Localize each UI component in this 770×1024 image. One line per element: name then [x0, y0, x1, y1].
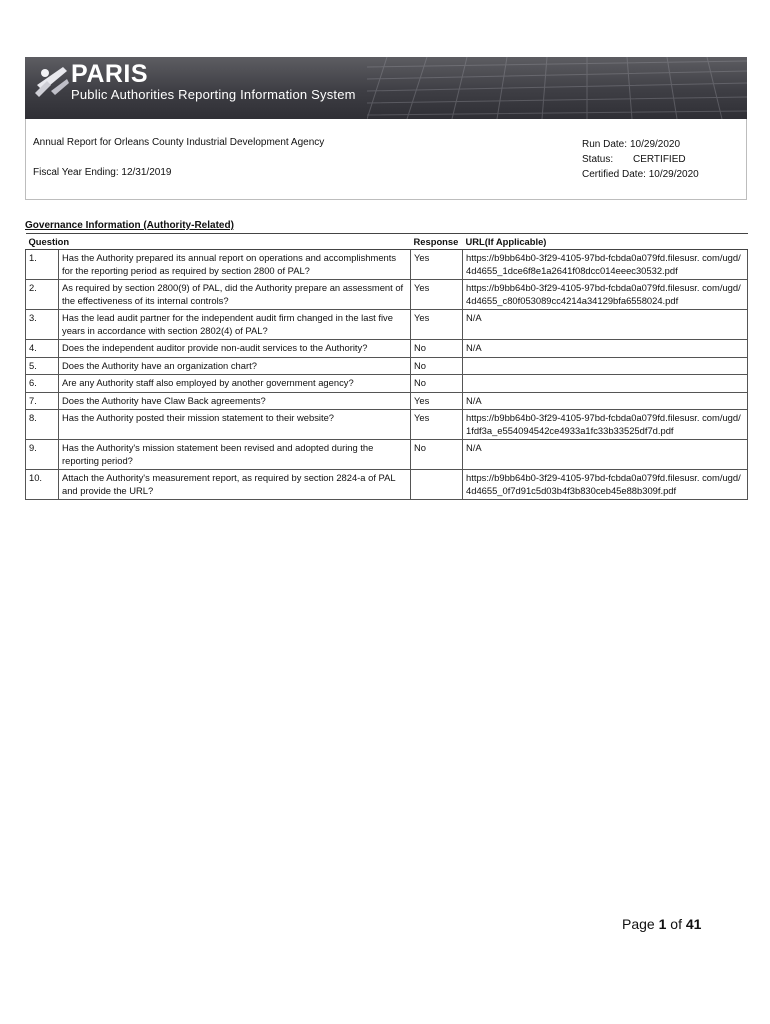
report-header: [25, 119, 747, 200]
url-value: N/A: [463, 392, 748, 410]
row-number: 5.: [26, 357, 59, 375]
url-value: N/A: [463, 340, 748, 358]
response-value: No: [411, 340, 463, 358]
table-row: [26, 375, 748, 393]
row-number: 3.: [26, 310, 59, 340]
paris-banner: [25, 57, 747, 119]
question-text: Attach the Authority's measurement report, as required by section 2824-a of PAL and provide the URL?: [59, 470, 411, 500]
question-text: Has the Authority's mission statement been revised and adopted during the reporting period?: [59, 440, 411, 470]
response-value: Yes: [411, 280, 463, 310]
status-value: CERTIFIED: [633, 154, 686, 165]
run-date-label: Run Date:: [582, 139, 628, 150]
row-number: 4.: [26, 340, 59, 358]
row-number: 2.: [26, 280, 59, 310]
url-value: N/A: [463, 310, 748, 340]
question-text: Are any Authority staff also employed by another government agency?: [59, 375, 411, 393]
response-value: Yes: [411, 392, 463, 410]
run-date-value: 10/29/2020: [630, 139, 681, 150]
response-value: Yes: [411, 250, 463, 280]
question-text: Does the Authority have an organization chart?: [59, 357, 411, 375]
row-number: 10.: [26, 470, 59, 500]
url-value: [463, 375, 748, 393]
question-text: Has the lead audit partner for the independent audit firm changed in the last five years in accordance with section 2802(4) of PAL?: [59, 310, 411, 340]
row-number: 1.: [26, 250, 59, 280]
report-title: Annual Report for Orleans County Industrial Development Agency: [33, 137, 325, 148]
page-of: of: [670, 916, 682, 932]
response-value: No: [411, 357, 463, 375]
column-header-url: URL(If Applicable): [463, 234, 748, 250]
page-current: 1: [658, 916, 667, 932]
table-row: [26, 392, 748, 410]
governance-table: [25, 233, 748, 500]
page-word: Page: [622, 916, 655, 932]
table-row: [26, 410, 748, 440]
url-value: N/A: [463, 440, 748, 470]
column-header-response: Response: [411, 234, 463, 250]
page-total: 41: [685, 916, 702, 932]
section-title: Governance Information (Authority-Related): [25, 220, 234, 231]
table-header-row: [26, 234, 748, 250]
url-value[interactable]: https://b9bb64b0-3f29-4105-97bd-fcbda0a079fd.filesusr. com/ugd/1fdf3a_e554094542ce4933a1fc33b33525df7d.pdf: [463, 410, 748, 440]
column-header-question: Question: [26, 234, 411, 250]
url-value[interactable]: https://b9bb64b0-3f29-4105-97bd-fcbda0a079fd.filesusr. com/ugd/4d4655_1dce6f8e1a2641f08dcc014eeec30532.pdf: [463, 250, 748, 280]
fiscal-year: Fiscal Year Ending: 12/31/2019: [33, 167, 172, 178]
response-value: Yes: [411, 310, 463, 340]
table-row: [26, 440, 748, 470]
table-row: [26, 470, 748, 500]
table-row: [26, 357, 748, 375]
url-value: [463, 357, 748, 375]
row-number: 8.: [26, 410, 59, 440]
report-meta: [582, 137, 699, 182]
status-label: Status:: [582, 154, 614, 165]
question-text: Has the Authority posted their mission statement to their website?: [59, 410, 411, 440]
question-text: Does the Authority have Claw Back agreements?: [59, 392, 411, 410]
table-row: [26, 310, 748, 340]
response-value: [411, 470, 463, 500]
table-row: [26, 280, 748, 310]
response-value: No: [411, 375, 463, 393]
brand-name: PARIS: [71, 60, 149, 88]
response-value: Yes: [411, 410, 463, 440]
row-number: 7.: [26, 392, 59, 410]
response-value: No: [411, 440, 463, 470]
table-row: [26, 340, 748, 358]
question-text: Has the Authority prepared its annual report on operations and accomplishments for the reporting period as required by section 2800 of PAL?: [59, 250, 411, 280]
brand-subtitle: Public Authorities Reporting Information System: [71, 87, 356, 102]
row-number: 9.: [26, 440, 59, 470]
row-number: 6.: [26, 375, 59, 393]
question-text: As required by section 2800(9) of PAL, did the Authority prepare an assessment of the effectiveness of its internal controls?: [59, 280, 411, 310]
banner-grid-pattern: [367, 57, 747, 119]
table-row: [26, 250, 748, 280]
certified-date: Certified Date: 10/29/2020: [582, 169, 699, 180]
paris-logo-icon: [33, 61, 71, 99]
url-value[interactable]: https://b9bb64b0-3f29-4105-97bd-fcbda0a079fd.filesusr. com/ugd/4d4655_0f7d91c5d03b4f3b830ceb45e88b309f.pdf: [463, 470, 748, 500]
url-value[interactable]: https://b9bb64b0-3f29-4105-97bd-fcbda0a079fd.filesusr. com/ugd/4d4655_c80f053089cc4214a34129bfa6558024.pdf: [463, 280, 748, 310]
question-text: Does the independent auditor provide non-audit services to the Authority?: [59, 340, 411, 358]
page-indicator: [622, 916, 701, 932]
